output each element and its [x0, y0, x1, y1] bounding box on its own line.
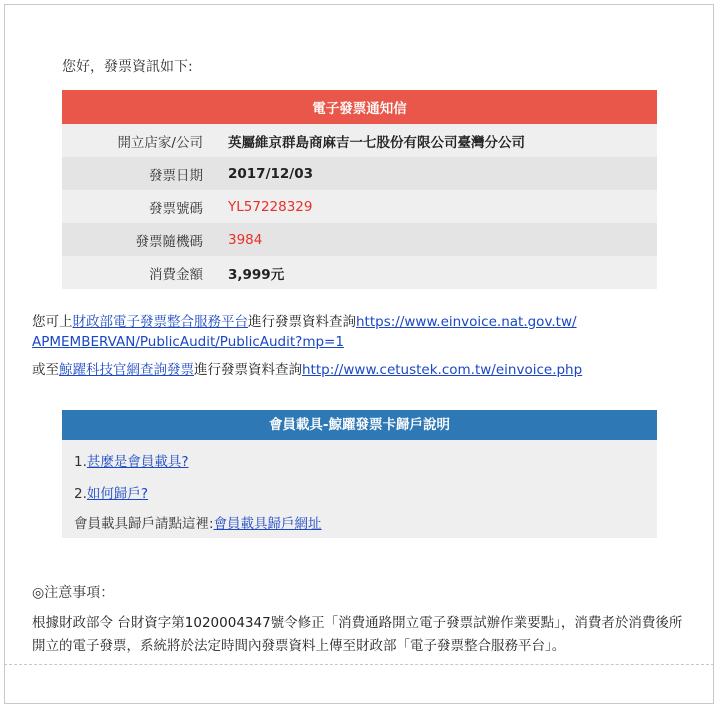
q2-number: 2.	[74, 486, 87, 502]
member-q2	[74, 482, 148, 502]
query1-middle: 進行發票資料查詢	[248, 314, 356, 330]
how-to-bind-link[interactable]: 如何歸戶?	[86, 486, 149, 502]
invoice-table-header: 電子發票通知信	[62, 90, 657, 124]
query1-prefix: 您可上	[32, 314, 73, 330]
query-paragraph-2	[32, 360, 582, 380]
member-carrier-box	[62, 410, 657, 538]
q1-number: 1.	[74, 454, 87, 470]
query2-prefix: 或至	[32, 362, 59, 378]
invoice-row-store	[62, 124, 657, 157]
einvoice-url-link-part1[interactable]: https://www.einvoice.nat.gov.tw/	[356, 314, 577, 330]
amount-value: 3,999元	[227, 256, 657, 289]
member-q1	[74, 450, 189, 470]
member-bind-line	[74, 512, 322, 532]
query2-middle: 進行發票資料查詢	[194, 362, 302, 378]
invoice-table	[62, 90, 657, 289]
page-divider	[4, 664, 714, 665]
invoice-row-date	[62, 157, 657, 190]
store-value: 英屬維京群島商麻吉一七股份有限公司臺灣分公司	[227, 124, 657, 157]
invoice-row-number	[62, 190, 657, 223]
invoice-row-random	[62, 223, 657, 256]
cetustek-query-link[interactable]: 鯨躍科技官網查詢發票	[59, 362, 194, 378]
random-code-label: 發票隨機碼	[62, 223, 227, 256]
what-is-carrier-link[interactable]: 甚麼是會員載具?	[86, 454, 189, 470]
invoice-number-label: 發票號碼	[62, 190, 227, 223]
cetustek-url-link[interactable]: http://www.cetustek.com.tw/einvoice.php	[302, 362, 583, 378]
date-label: 發票日期	[62, 157, 227, 190]
bind-instruction: 會員載具歸戶請點這裡:	[74, 516, 214, 532]
amount-label: 消費金額	[62, 256, 227, 289]
store-label: 開立店家/公司	[62, 124, 227, 157]
member-box-header: 會員載具-鯨躍發票卡歸戶說明	[62, 410, 657, 440]
query-paragraph-1	[32, 312, 577, 352]
einvoice-url-link-part2[interactable]: APMEMBERVAN/PublicAudit/PublicAudit?mp=1	[32, 334, 344, 350]
einvoice-platform-link[interactable]: 財政部電子發票整合服務平台	[72, 314, 248, 330]
notes-title: ◎注意事項：	[32, 585, 115, 601]
carrier-bind-url-link[interactable]: 會員載具歸戶網址	[213, 516, 322, 532]
random-code-value: 3984	[227, 223, 657, 256]
invoice-row-amount	[62, 256, 657, 289]
invoice-number-value: YL57228329	[227, 190, 657, 223]
greeting-text: 您好，發票資訊如下:	[62, 59, 193, 75]
notes-body: 根據財政部令 台財資字第1020004347號令修正「消費通路開立電子發票試辦作業要點」，消費者於消費後所開立的電子發票，系統將於法定時間內發票資料上傳至財政部「電子發票整合服務平台」。	[32, 615, 683, 654]
date-value: 2017/12/03	[227, 157, 657, 190]
